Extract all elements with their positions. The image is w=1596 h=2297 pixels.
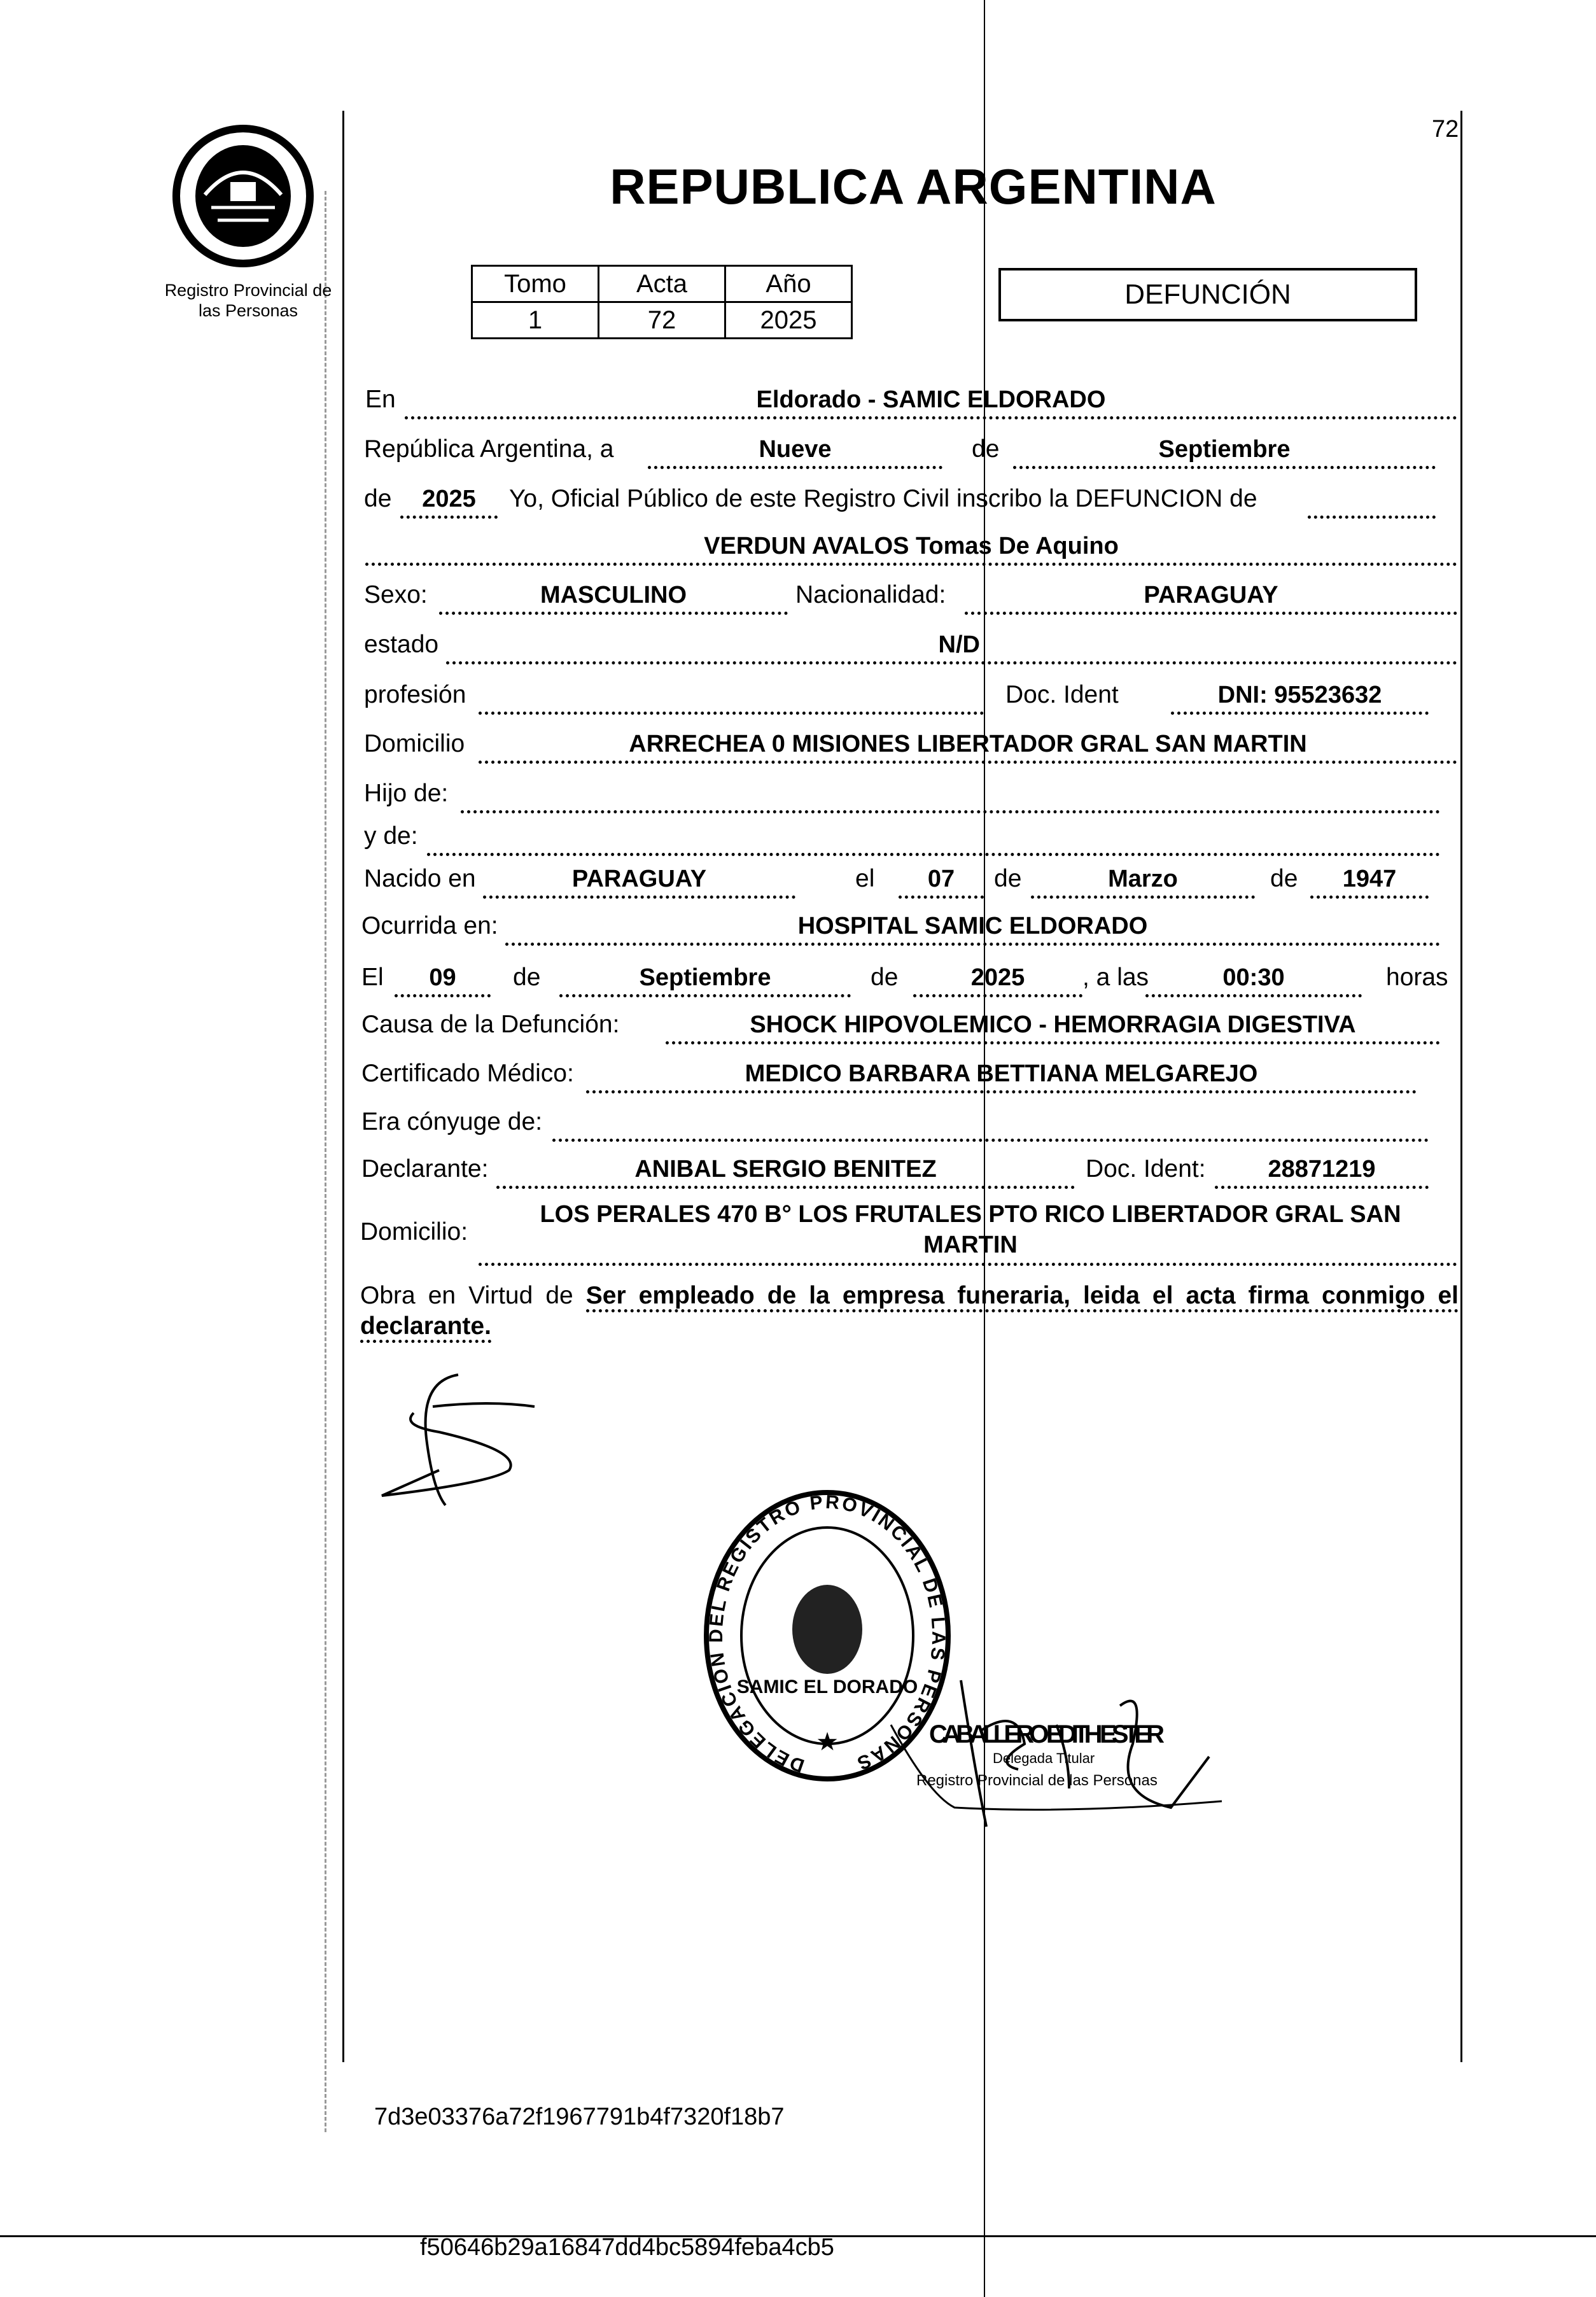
dotted-line <box>395 994 491 997</box>
declarante-domicilio-line1: LOS PERALES 470 B° LOS FRUTALES PTO RICO LIBERTADOR GRAL SAN <box>540 1201 1401 1228</box>
domicilio-value: ARRECHEA 0 MISIONES LIBERTADOR GRAL SAN MARTIN <box>629 731 1307 757</box>
svg-text:★: ★ <box>816 1728 839 1756</box>
de-label: de <box>1270 865 1298 892</box>
record-type-box: DEFUNCIÓN <box>998 268 1417 321</box>
nacido-value: PARAGUAY <box>571 866 707 892</box>
declarante-label: Declarante: <box>361 1155 489 1183</box>
declarante-value: ANIBAL SERGIO BENITEZ <box>634 1156 937 1183</box>
dotted-line <box>913 994 1082 997</box>
dotted-line <box>439 612 788 615</box>
registry-line-2: las Personas <box>198 301 298 320</box>
nacionalidad-label: Nacionalidad: <box>795 581 946 608</box>
dotted-line <box>965 612 1457 615</box>
row-estado <box>0 629 1596 665</box>
row-profesion <box>0 680 1596 715</box>
dotted-line <box>1031 896 1255 899</box>
dotted-line <box>1310 896 1429 899</box>
dotted-line <box>496 1186 1075 1189</box>
dotted-line <box>427 853 1440 856</box>
birth-year: 1947 <box>1342 866 1397 892</box>
sexo-label: Sexo: <box>364 581 428 608</box>
domicilio-label: Domicilio <box>364 730 465 757</box>
dotted-line <box>666 1041 1440 1044</box>
document-hash-2: f50646b29a16847dd4bc5894feba4cb5 <box>420 2234 834 2261</box>
estado-label: estado <box>364 631 439 658</box>
death-year: 2025 <box>970 964 1025 991</box>
death-month: Septiembre <box>639 964 771 991</box>
declarante-doc-value: 28871219 <box>1268 1156 1376 1183</box>
row-en <box>0 384 1596 420</box>
row-yde <box>0 821 1596 857</box>
document-hash-1: 7d3e03376a72f1967791b4f7320f18b7 <box>374 2104 785 2130</box>
dotted-line <box>479 761 1457 764</box>
en-label: En <box>365 386 396 413</box>
obra-en-virtud <box>360 1281 1459 1342</box>
tomo-value: 1 <box>472 302 599 339</box>
dotted-line <box>1215 1186 1429 1189</box>
el2-label: El <box>361 964 384 991</box>
acta-header: Acta <box>599 266 725 302</box>
dotted-line <box>648 466 942 469</box>
doc-value: DNI: 95523632 <box>1217 682 1382 708</box>
year-value: 2025 <box>422 486 476 512</box>
dotted-line <box>1308 516 1436 519</box>
center-fold-line <box>984 0 985 2297</box>
de-label: de <box>513 964 541 991</box>
row-nacido <box>0 864 1596 899</box>
death-time: 00:30 <box>1222 964 1285 991</box>
dotted-line <box>405 416 1457 419</box>
row-declarante-domicilio <box>0 1199 1596 1269</box>
dotted-line <box>365 563 1457 566</box>
svg-text:DELEGACION DEL REGISTRO PROVIN: DELEGACION DEL REGISTRO PROVINCIAL DE LAS PERSONAS <box>705 1491 949 1776</box>
row-ocurrida <box>0 911 1596 946</box>
dotted-line <box>899 896 984 899</box>
dotted-line <box>483 896 795 899</box>
anio-header: Año <box>725 266 852 302</box>
month-value: Septiembre <box>1158 436 1291 463</box>
horas-label: horas <box>1386 964 1448 991</box>
de-label: de <box>994 865 1022 892</box>
conyuge-label: Era cónyuge de: <box>361 1108 543 1135</box>
ocurrida-value: HOSPITAL SAMIC ELDORADO <box>797 913 1148 939</box>
deceased-name: VERDUN AVALOS Tomas De Aquino <box>704 533 1119 559</box>
row-death-date <box>0 962 1596 998</box>
dotted-line <box>505 943 1440 946</box>
record-table <box>471 265 853 339</box>
dotted-line <box>446 661 1457 664</box>
doc-label: Doc. Ident <box>1005 681 1119 708</box>
official-signature <box>878 1668 1273 1833</box>
dotted-line <box>1013 466 1436 469</box>
registry-line-1: Registro Provincial de <box>164 281 332 300</box>
birth-day: 07 <box>927 866 955 892</box>
row-causa <box>0 1009 1596 1045</box>
acta-value: 72 <box>599 302 725 339</box>
death-day: 09 <box>429 964 456 991</box>
oficial-text: Yo, Oficial Público de este Registro Civil inscribo la DEFUNCION de <box>509 485 1257 512</box>
row-sexo <box>0 580 1596 615</box>
nacido-label: Nacido en <box>364 865 476 892</box>
row-date <box>0 434 1596 470</box>
yde-label: y de: <box>364 822 418 850</box>
obra-value: Ser empleado de la empresa funeraria, leida el acta firma conmigo el declarante. <box>360 1282 1459 1343</box>
alas-label: , a las <box>1082 964 1149 991</box>
row-conyuge <box>0 1107 1596 1142</box>
dotted-line <box>586 1090 1417 1093</box>
row-hijo <box>0 778 1596 814</box>
causa-label: Causa de la Defunción: <box>361 1011 620 1038</box>
registry-name <box>153 280 344 321</box>
dotted-line <box>461 810 1440 813</box>
declarant-signature <box>363 1362 630 1515</box>
el-label: el <box>855 865 875 892</box>
page-title: REPUBLICA ARGENTINA <box>610 158 1217 214</box>
record-table-header <box>472 266 852 302</box>
dotted-line <box>479 712 984 715</box>
row-domicilio <box>0 729 1596 764</box>
record-table-values <box>472 302 852 339</box>
profesion-label: profesión <box>364 681 466 708</box>
en-value: Eldorado - SAMIC ELDORADO <box>756 386 1106 413</box>
hijo-label: Hijo de: <box>364 780 449 807</box>
declarante-domicilio-label: Domicilio: <box>360 1218 468 1246</box>
anio-value: 2025 <box>725 302 852 339</box>
de-label: de <box>871 964 899 991</box>
row-name <box>0 531 1596 566</box>
de-label: de <box>972 435 1000 463</box>
dotted-line <box>479 1263 1457 1266</box>
row-certificado <box>0 1058 1596 1094</box>
day-value: Nueve <box>759 436 832 463</box>
birth-month: Marzo <box>1108 866 1178 892</box>
sexo-value: MASCULINO <box>540 582 687 608</box>
tomo-header: Tomo <box>472 266 599 302</box>
svg-text:Registro Provincial de las Per: Registro Provincial de las Personas <box>916 1772 1158 1789</box>
svg-text:SAMIC EL DORADO: SAMIC EL DORADO <box>736 1676 918 1697</box>
de-label: de <box>364 485 392 512</box>
dotted-line <box>1145 994 1362 997</box>
dotted-line <box>552 1139 1429 1142</box>
certificado-value: MEDICO BARBARA BETTIANA MELGAREJO <box>745 1060 1258 1087</box>
republica-label: República Argentina, a <box>364 435 614 463</box>
dotted-line <box>400 516 498 519</box>
declarante-domicilio-line2: MARTIN <box>923 1232 1018 1258</box>
svg-text:CABALLERO EDITH ESTER: CABALLERO EDITH ESTER <box>929 1720 1165 1748</box>
page-number: 72 <box>1432 116 1459 143</box>
declarante-doc-label: Doc. Ident: <box>1086 1155 1206 1183</box>
causa-value: SHOCK HIPOVOLEMICO - HEMORRAGIA DIGESTIVA <box>750 1011 1356 1038</box>
dotted-line <box>1171 712 1429 715</box>
nacionalidad-value: PARAGUAY <box>1144 582 1278 608</box>
row-declarante <box>0 1154 1596 1190</box>
estado-value: N/D <box>938 631 980 658</box>
obra-label: Obra en Virtud de <box>360 1282 573 1309</box>
row-year <box>0 484 1596 519</box>
svg-text:Delegada Titular: Delegada Titular <box>993 1750 1095 1766</box>
ocurrida-label: Ocurrida en: <box>361 912 498 939</box>
dotted-line <box>559 994 851 997</box>
certificado-label: Certificado Médico: <box>361 1060 574 1087</box>
